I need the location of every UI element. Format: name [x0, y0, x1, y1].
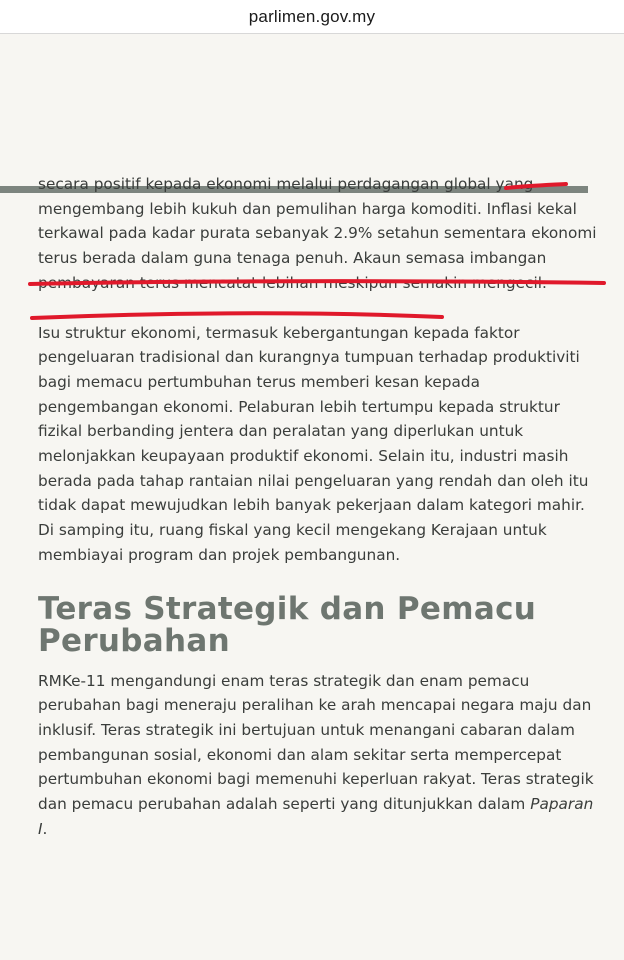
paragraph-structural-issues: Isu struktur ekonomi, termasuk kebergantungan kepada faktor pengeluaran tradisional dan kurangnya tumpuan terhadap produktiviti bagi memacu pertumbuhan terus memberi kesan kepada pengembangan ekonomi. Pelaburan lebih tertumpu kepada struktur fizikal berbanding jentera dan peralatan yang diperlukan untuk melonjakkan keupayaan produktif ekonomi. Selain itu, industri masih berada pada tahap rantaian nilai pengeluaran yang rendah dan oleh itu tidak dapat mewujudkan lebih banyak pekerjaan dalam kategori mahir. Di samping itu, ruang fiskal yang kecil mengekang Kerajaan untuk membiayai program dan projek pembangunan.: [38, 323, 589, 564]
paragraph-end: .: [42, 819, 48, 838]
browser-address-bar[interactable]: [0, 0, 624, 34]
paragraph-text: RMKe-11 mengandungi enam teras strategik dan enam pemacu perubahan bagi meneraju peralihan ke arah mencapai negara maju dan inklusif. Teras strategik ini bertujuan untuk menangani cabaran dalam pembangunan sosial, ekonomi dan alam sekitar serta mempercepat pertumbuhan ekonomi bagi memenuhi keperluan rakyat. Teras strategik dan pemacu perubahan adalah seperti yang ditunjukkan dalam: [38, 671, 594, 814]
paragraph-economy-overview: secara positif kepada ekonomi melalui perdagangan global yang mengembang lebih kukuh dan pemulihan harga komoditi. Inflasi kekal terkawal pada kadar purata sebanyak 2.9% setahun sementara ekonomi terus berada dalam guna tenaga penuh. Akaun semasa imbangan pembayaran terus mencatat lebihan meskipun semakin mengecil.: [38, 175, 597, 292]
url-text: parlimen.gov.my: [248, 6, 376, 26]
exhibit-reference: Paparan I: [38, 795, 594, 838]
section-heading: Teras Strategik dan Pemacu Perubahan: [38, 590, 537, 659]
article-body: [38, 172, 598, 841]
paragraph-strategic-thrusts: [38, 669, 598, 842]
